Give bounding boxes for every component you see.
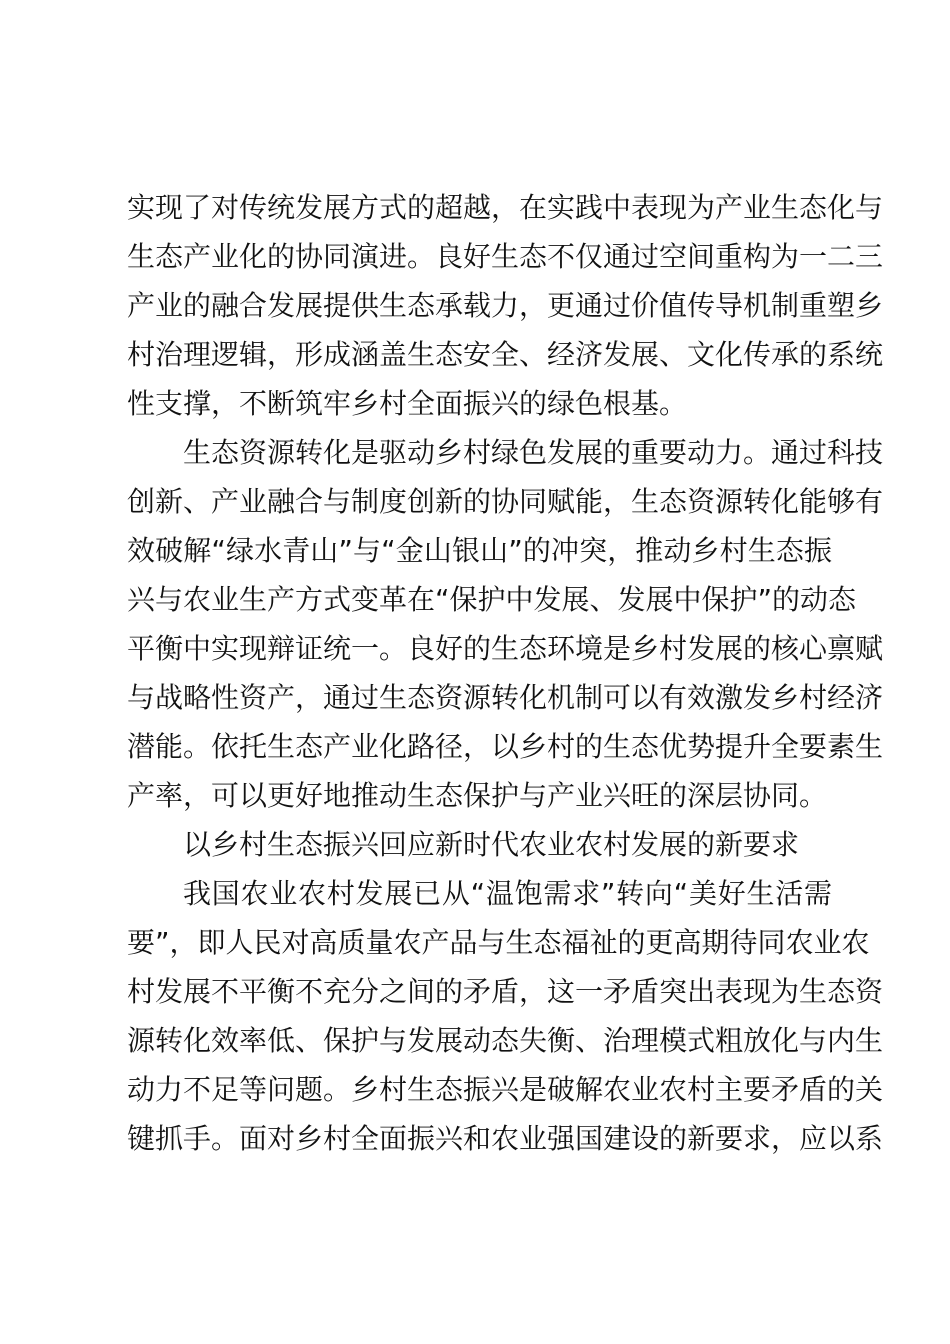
text-line: 实现了对传统发展方式的超越，在实践中表现为产业生态化与 [127,191,884,224]
text-line: 潜能。依托生态产业化路径，以乡村的生态优势提升全要素生 [127,730,884,763]
text-line: 兴与农业生产方式变革在“保护中发展、发展中保护”的动态 [127,583,857,616]
text-line: 村治理逻辑，形成涵盖生态安全、经济发展、文化传承的系统 [127,338,884,371]
text-line: 效破解“绿水青山”与“金山银山”的冲突，推动乡村生态振 [127,534,832,567]
text-line: 要”，即人民对高质量农产品与生态福祉的更高期待同农业农 [127,926,870,959]
text-line: 性支撑，不断筑牢乡村全面振兴的绿色根基。 [127,387,688,420]
text-line: 生态产业化的协同演进。良好生态不仅通过空间重构为一二三 [127,240,884,273]
text-line: 创新、产业融合与制度创新的协同赋能，生态资源转化能够有 [127,485,884,518]
text-line: 键抓手。面对乡村全面振兴和农业强国建设的新要求，应以系 [127,1122,884,1155]
text-line: 产率，可以更好地推动生态保护与产业兴旺的深层协同。 [127,779,828,812]
text-line: 源转化效率低、保护与发展动态失衡、治理模式粗放化与内生 [127,1024,884,1057]
text-line: 村发展不平衡不充分之间的矛盾，这一矛盾突出表现为生态资 [127,975,884,1008]
text-line: 平衡中实现辩证统一。良好的生态环境是乡村发展的核心禀赋 [127,632,884,665]
text-line: 与战略性资产，通过生态资源转化机制可以有效激发乡村经济 [127,681,884,714]
body-text [127,183,884,1163]
text-line: 我国农业农村发展已从“温饱需求”转向“美好生活需 [183,877,832,910]
section-heading: 以乡村生态振兴回应新时代农业农村发展的新要求 [183,828,800,861]
text-line: 生态资源转化是驱动乡村绿色发展的重要动力。通过科技 [183,436,884,469]
text-line: 动力不足等问题。乡村生态振兴是破解农业农村主要矛盾的关 [127,1073,884,1106]
text-line: 产业的融合发展提供生态承载力，更通过价值传导机制重塑乡 [127,289,884,322]
